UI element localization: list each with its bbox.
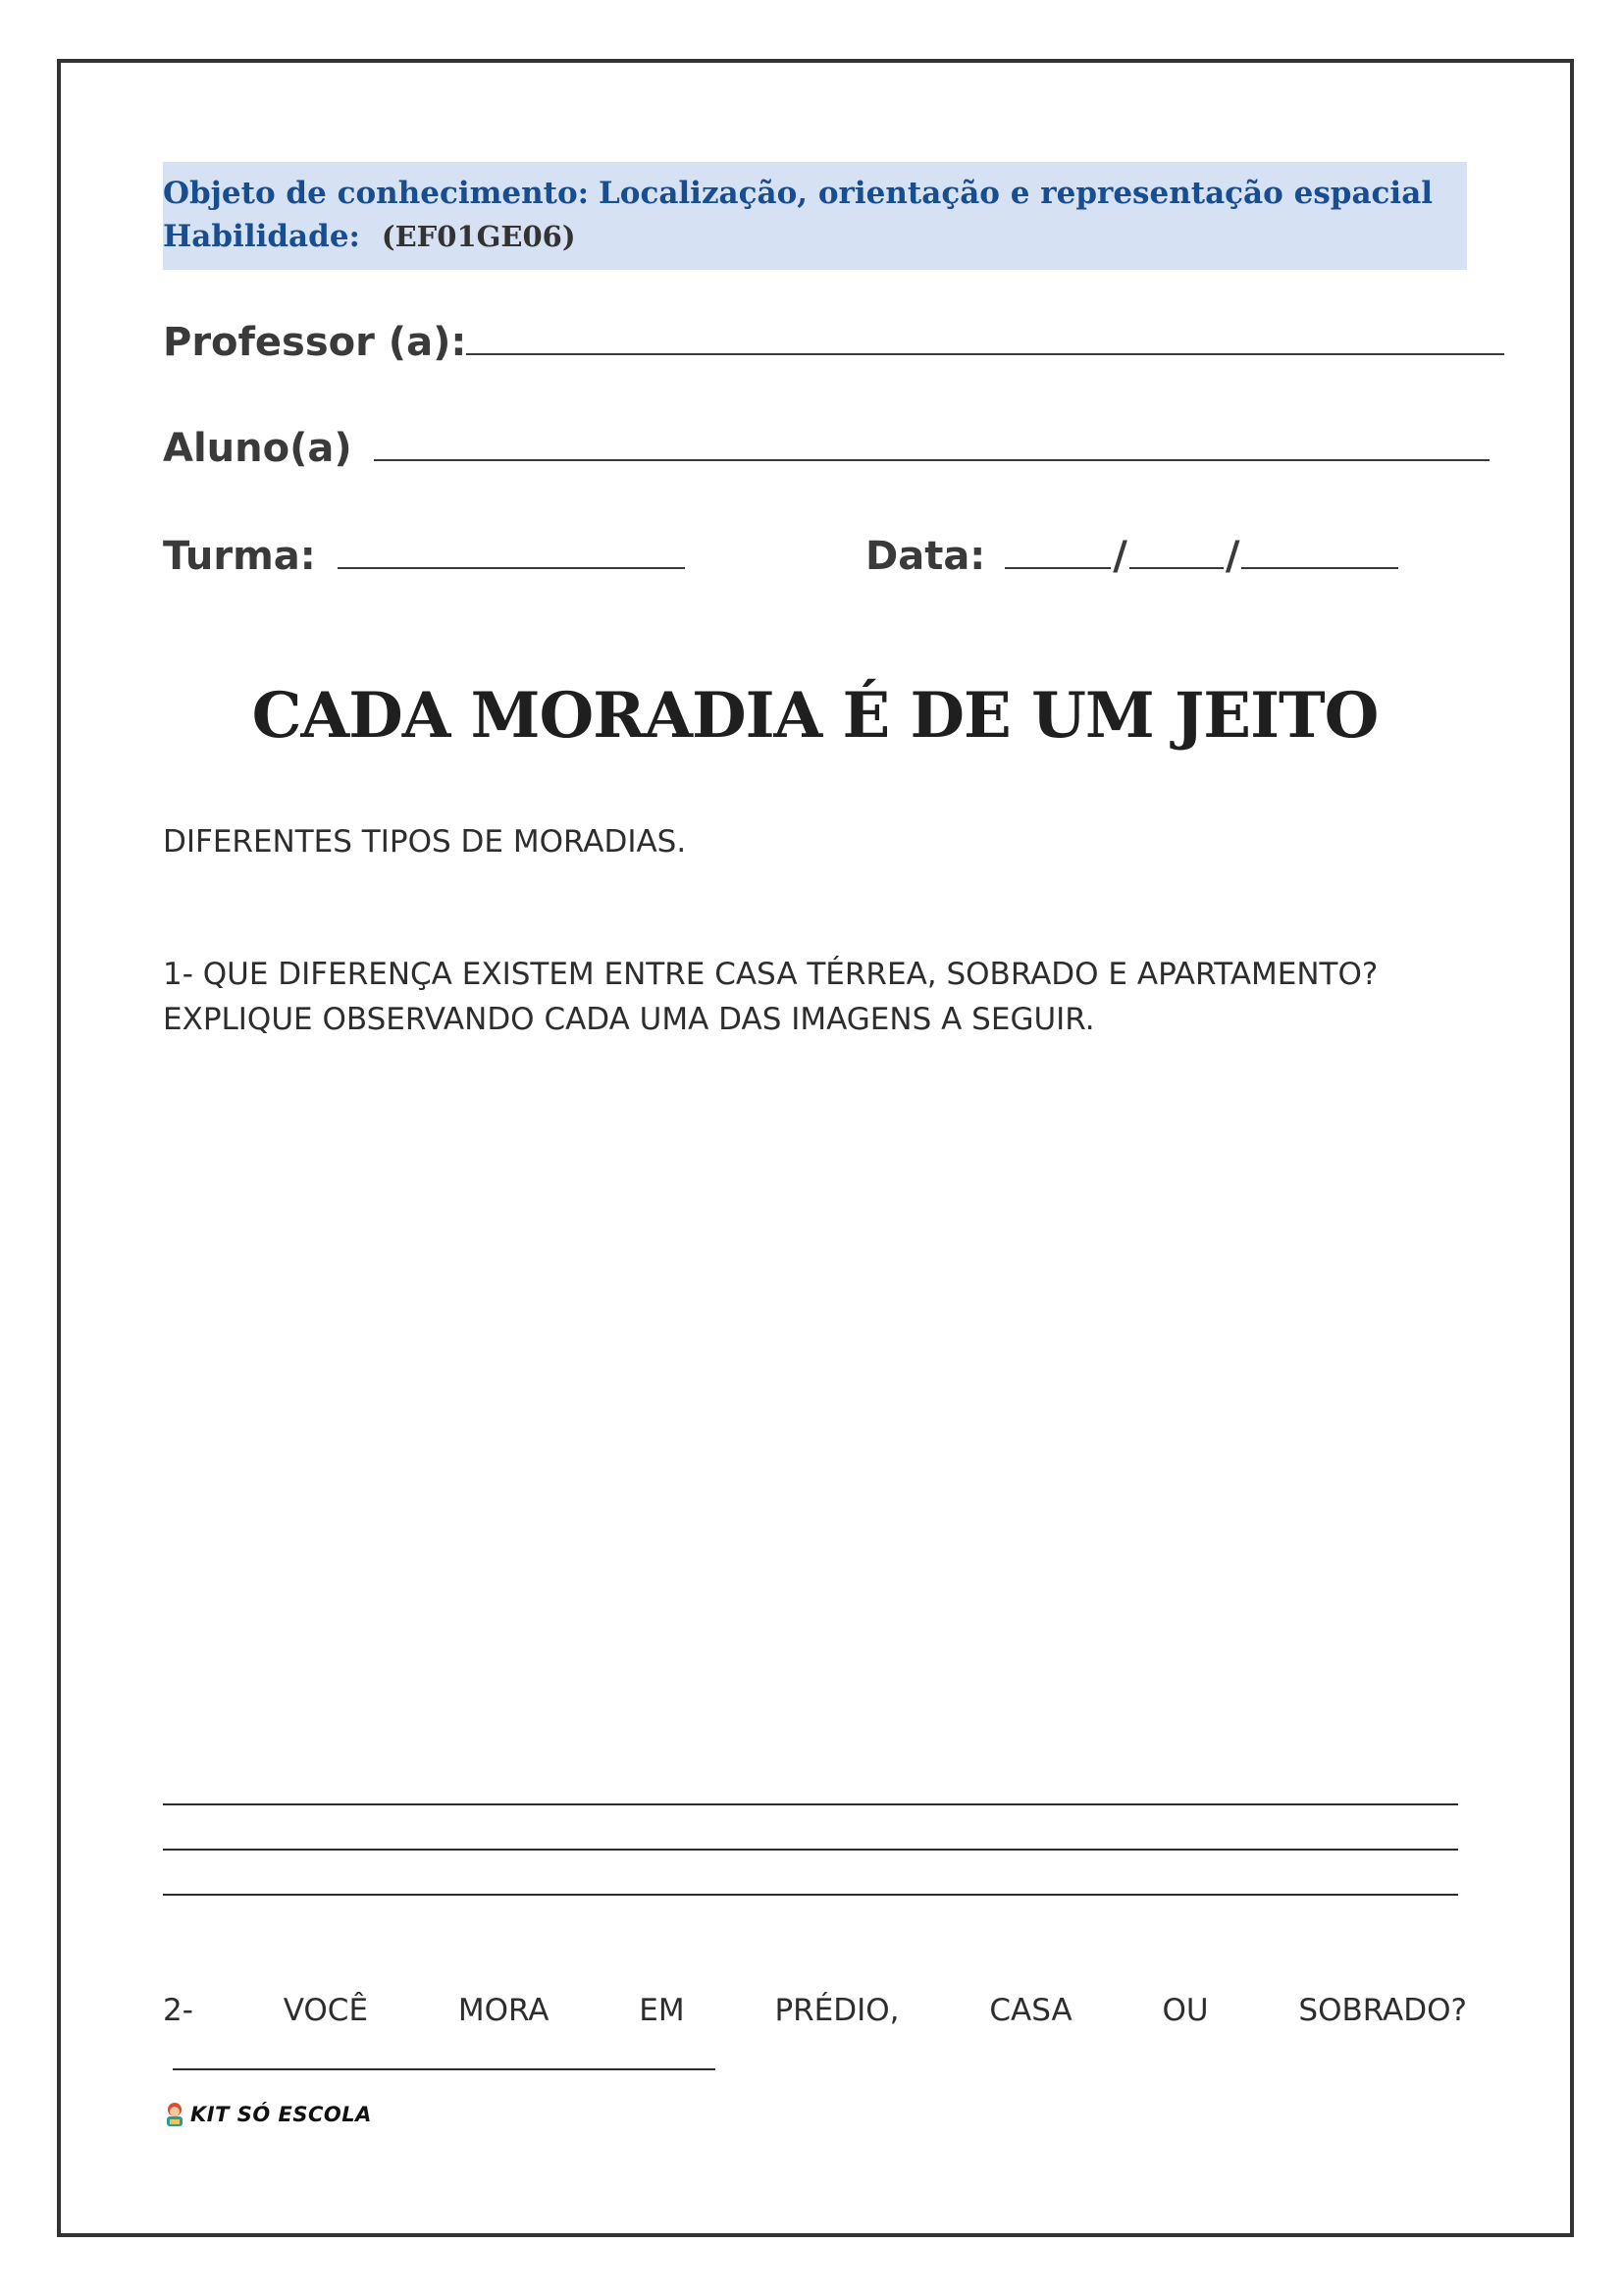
objective-line: [163, 174, 1433, 213]
question-2-word: 2-: [163, 1993, 193, 2028]
date-label: Data:: [865, 534, 986, 579]
date-separator: /: [1113, 534, 1127, 579]
question-2-word: PRÉDIO,: [774, 1993, 900, 2028]
class-field: [163, 530, 685, 581]
skill-code: (EF01GE06): [381, 220, 576, 253]
question-2: [163, 1988, 1467, 2033]
teacher-field: [163, 316, 1504, 367]
page-title: CADA MORADIA É DE UM JEITO: [251, 679, 1379, 753]
class-blank[interactable]: [338, 530, 685, 569]
page-border: [57, 59, 1574, 2237]
logo-text: KIT SÓ ESCOLA: [190, 2103, 372, 2126]
brand-logo: [163, 2102, 372, 2127]
question-2-word: MORA: [457, 1993, 549, 2028]
question-1-line-2: EXPLIQUE OBSERVANDO CADA UMA DAS IMAGENS A SEGUIR.: [163, 1002, 1095, 1037]
objective-box: [163, 162, 1467, 270]
date-year-blank[interactable]: [1241, 530, 1398, 569]
skill-label: Habilidade:: [163, 219, 360, 254]
date-field: [865, 530, 1398, 581]
answer-line[interactable]: [163, 1894, 1458, 1896]
student-blank[interactable]: [374, 422, 1490, 461]
date-month-blank[interactable]: [1129, 530, 1224, 569]
teacher-label: Professor (a):: [163, 320, 467, 365]
question-2-word: OU: [1162, 1993, 1209, 2028]
question-2-answer-blank[interactable]: [173, 2068, 715, 2070]
question-1-line-1: 1- QUE DIFERENÇA EXISTEM ENTRE CASA TÉRREA, SOBRADO E APARTAMENTO?: [163, 957, 1379, 992]
answer-line[interactable]: [163, 1849, 1458, 1851]
date-separator: /: [1225, 534, 1240, 579]
question-2-word: VOCÊ: [283, 1993, 369, 2028]
objective-value: Localização, orientação e representação espacial: [598, 176, 1434, 211]
teacher-blank[interactable]: [466, 316, 1504, 355]
question-2-word: CASA: [989, 1993, 1073, 2028]
question-2-word: EM: [639, 1993, 685, 2028]
intro-text: DIFERENTES TIPOS DE MORADIAS.: [163, 824, 687, 860]
answer-line[interactable]: [163, 1803, 1458, 1805]
skill-line: [163, 217, 576, 256]
student-label: Aluno(a): [163, 426, 352, 471]
objective-label: Objeto de conhecimento:: [163, 176, 590, 211]
date-day-blank[interactable]: [1005, 530, 1111, 569]
question-2-word: SOBRADO?: [1298, 1993, 1467, 2028]
student-field: [163, 422, 1490, 473]
class-label: Turma:: [163, 534, 316, 579]
student-avatar-icon: [163, 2102, 186, 2127]
